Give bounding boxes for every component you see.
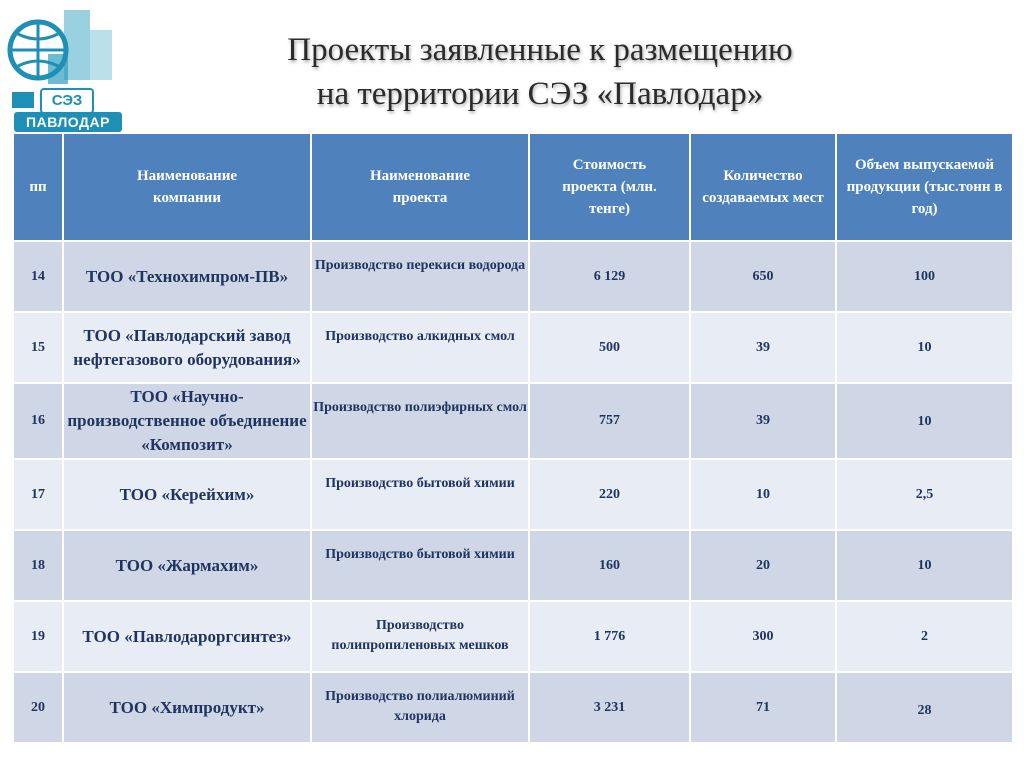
cell-num: 14 — [13, 241, 63, 312]
table-row — [13, 241, 1013, 312]
cell-cost: 3 231 — [529, 672, 690, 743]
cell-project: Производство полиэфирных смол — [311, 383, 529, 459]
header-num: пп — [13, 133, 63, 241]
cell-jobs: 650 — [690, 241, 836, 312]
cell-volume: 10 — [836, 530, 1013, 601]
cell-project: Производство бытовой химии — [311, 459, 529, 530]
cell-volume: 10 — [836, 312, 1013, 383]
cell-cost: 220 — [529, 459, 690, 530]
cell-cost: 160 — [529, 530, 690, 601]
table-row — [13, 601, 1013, 672]
cell-volume: 2 — [836, 601, 1013, 672]
cell-num: 15 — [13, 312, 63, 383]
cell-company: ТОО «Павлодарский завод нефтегазового оборудования» — [63, 312, 311, 383]
cell-cost: 6 129 — [529, 241, 690, 312]
cell-project: Производство перекиси водорода — [311, 241, 529, 312]
cell-num: 16 — [13, 383, 63, 459]
table-row — [13, 383, 1013, 459]
cell-cost: 757 — [529, 383, 690, 459]
header-jobs: Количество создаваемых мест — [690, 133, 836, 241]
cell-volume: 28 — [836, 672, 1013, 743]
title-line-1: Проекты заявленные к размещению — [287, 32, 793, 68]
title-line-2: на территории СЭЗ «Павлодар» — [316, 76, 764, 112]
cell-company: ТОО «Жармахим» — [63, 530, 311, 601]
cell-jobs: 39 — [690, 312, 836, 383]
cell-num: 17 — [13, 459, 63, 530]
table-row — [13, 672, 1013, 743]
sez-logo — [4, 4, 128, 130]
cell-volume: 10 — [836, 383, 1013, 459]
cell-project: Производство бытовой химии — [311, 530, 529, 601]
cell-num: 20 — [13, 672, 63, 743]
page-title — [140, 28, 940, 116]
cell-jobs: 71 — [690, 672, 836, 743]
header-volume: Объем выпускаемой продукции (тыс.тонн в год) — [836, 133, 1013, 241]
cell-num: 19 — [13, 601, 63, 672]
header-cost: Стоимость проекта (млн. тенге) — [529, 133, 690, 241]
table-row — [13, 312, 1013, 383]
cell-cost: 1 776 — [529, 601, 690, 672]
cell-company: ТОО «Павлодароргсинтез» — [63, 601, 311, 672]
cell-jobs: 300 — [690, 601, 836, 672]
cell-company: ТОО «Научно-производственное объединение «Композит» — [63, 383, 311, 459]
header-company: Наименование компании — [63, 133, 311, 241]
projects-table — [12, 132, 1014, 744]
table-row — [13, 530, 1013, 601]
cell-jobs: 39 — [690, 383, 836, 459]
cell-cost: 500 — [529, 312, 690, 383]
table-row — [13, 459, 1013, 530]
cell-jobs: 10 — [690, 459, 836, 530]
cell-company: ТОО «Технохимпром-ПВ» — [63, 241, 311, 312]
cell-project: Производство алкидных смол — [311, 312, 529, 383]
header-project: Наименование проекта — [311, 133, 529, 241]
cell-volume: 2,5 — [836, 459, 1013, 530]
logo-badge: СЭЗ — [40, 88, 94, 114]
table-header-row — [13, 133, 1013, 241]
logo-name: ПАВЛОДАР — [14, 112, 122, 132]
cell-company: ТОО «Керейхим» — [63, 459, 311, 530]
cell-num: 18 — [13, 530, 63, 601]
cell-jobs: 20 — [690, 530, 836, 601]
cell-project: Производство полипропиленовых мешков — [311, 601, 529, 672]
cell-volume: 100 — [836, 241, 1013, 312]
cell-company: ТОО «Химпродукт» — [63, 672, 311, 743]
cell-project: Производство полиалюминий хлорида — [311, 672, 529, 743]
